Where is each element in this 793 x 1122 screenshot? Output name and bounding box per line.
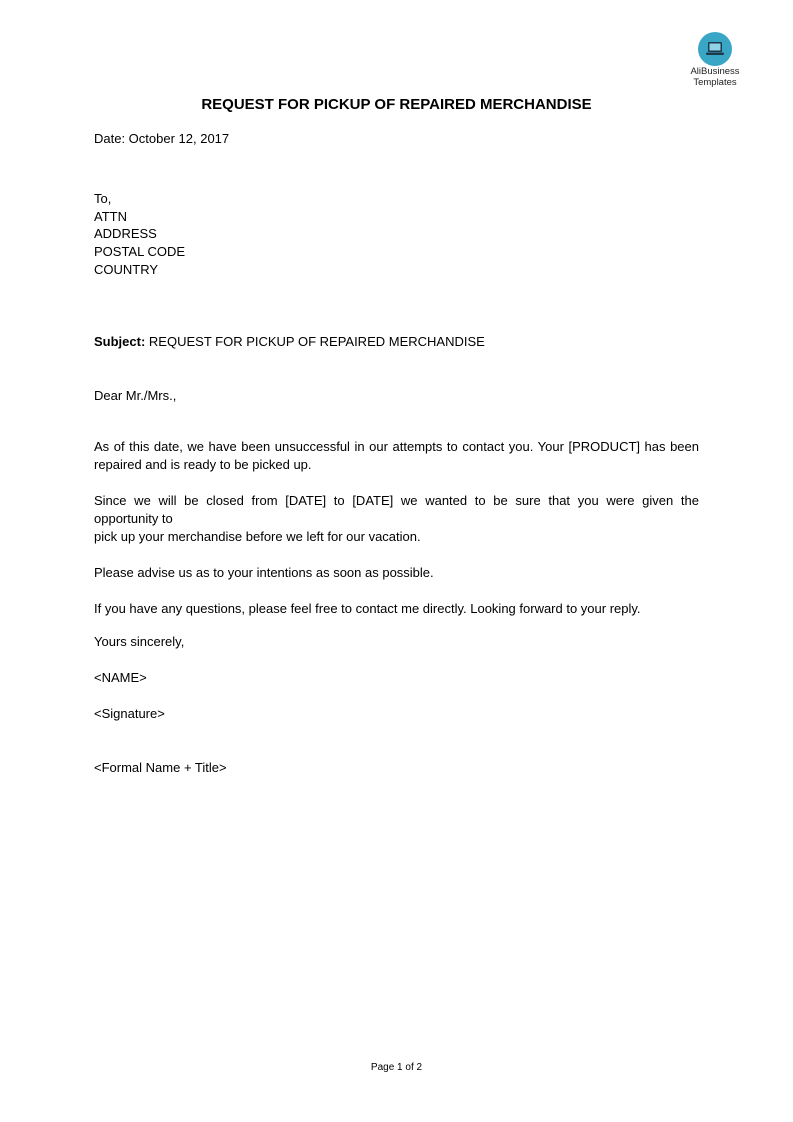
laptop-icon [698, 32, 732, 66]
paragraph-1-line-1: As of this date, we have been unsuccessful in our attempts to contact you. Your [PRODUCT] has been [94, 439, 699, 454]
address-to: To, [94, 191, 112, 206]
paragraph-3: Please advise us as to your intentions as soon as possible. [94, 565, 434, 580]
logo-text-line2: Templates [693, 77, 737, 88]
paragraph-1-line-2: repaired and is ready to be picked up. [94, 457, 312, 472]
subject-label: Subject: [94, 334, 146, 349]
address-country: COUNTRY [94, 262, 159, 277]
paragraph-2-line-1: Since we will be closed from [DATE] to [DATE] we wanted to be sure that you were given the [94, 493, 699, 508]
page-number-footer: Page 1 of 2 [370, 1062, 423, 1073]
company-logo [682, 32, 748, 88]
paragraph-2-line-3: pick up your merchandise before we left for our vacation. [94, 529, 421, 544]
paragraph-1 [94, 438, 699, 474]
paragraph-2-line-2: opportunity to [94, 511, 173, 526]
subject-line [94, 333, 485, 351]
paragraph-2 [94, 492, 699, 546]
date-line: Date: October 12, 2017 [94, 131, 230, 146]
paragraph-4: If you have any questions, please feel free to contact me directly. Looking forward to your reply. [94, 601, 641, 616]
greeting: Dear Mr./Mrs., [94, 388, 177, 403]
sender-name: <NAME> [94, 670, 147, 685]
formal-name-title: <Formal Name + Title> [94, 760, 227, 775]
address-postal-code: POSTAL CODE [94, 244, 186, 259]
subject-text: REQUEST FOR PICKUP OF REPAIRED MERCHANDISE [148, 334, 485, 349]
closing: Yours sincerely, [94, 634, 185, 649]
logo-text-line1: AliBusiness [690, 66, 740, 77]
address-address: ADDRESS [94, 226, 157, 241]
signature: <Signature> [94, 706, 165, 721]
document-title: REQUEST FOR PICKUP OF REPAIRED MERCHANDISE [201, 96, 592, 113]
address-attn: ATTN [94, 209, 127, 224]
